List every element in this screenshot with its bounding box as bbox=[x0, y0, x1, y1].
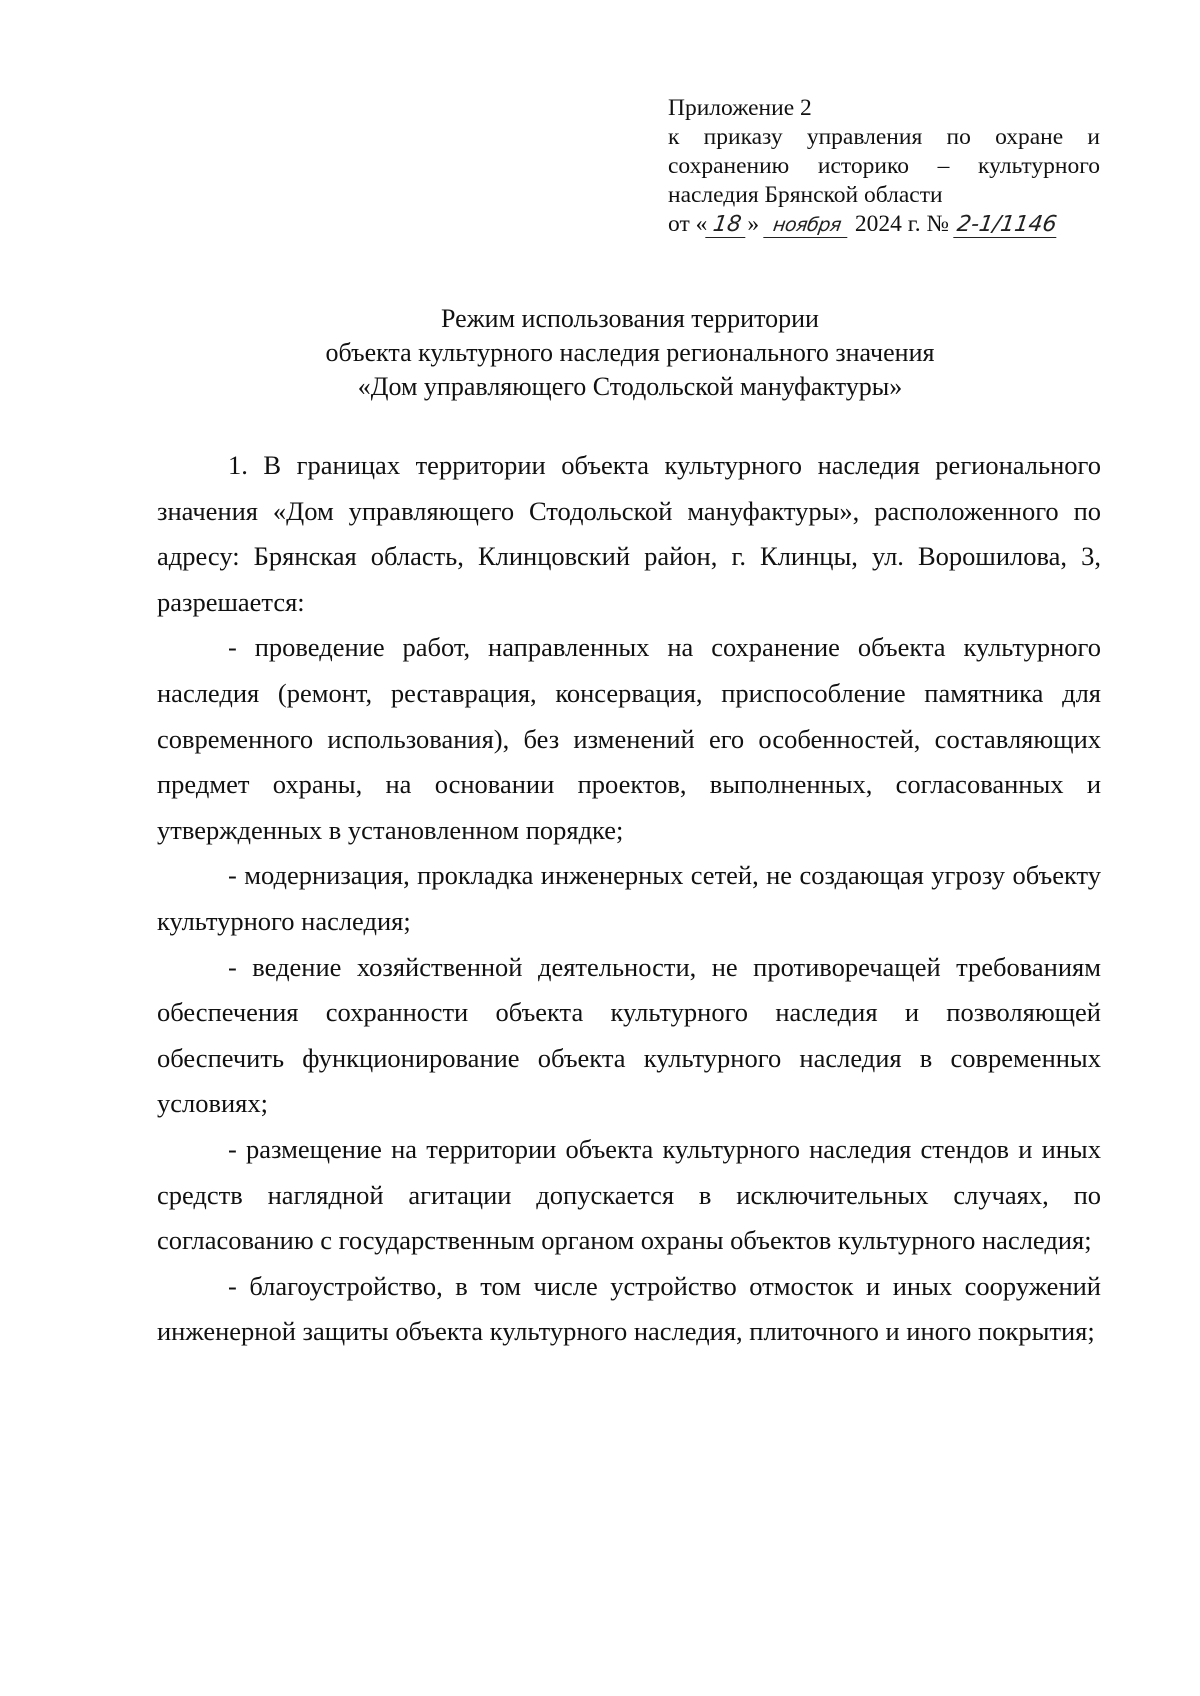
handwritten-order-number: 2-1/1146 bbox=[953, 213, 1060, 238]
document-title bbox=[150, 302, 1110, 404]
appendix-line-1: к приказу управления по охране и bbox=[668, 124, 1100, 150]
handwritten-day: 18 bbox=[706, 213, 750, 238]
paragraph: - проведение работ, направленных на сохранение объекта культурного наследия (ремонт, реставрация, консервация, приспособление памятника для современного использования), без изменений его особенностей, составляющих предмет охраны, на основании проектов, выполненных, согласованных и утвержденных в установленном порядке; bbox=[157, 632, 1101, 845]
paragraph: - модернизация, прокладка инженерных сетей, не создающая угрозу объекту культурного наследия; bbox=[157, 860, 1101, 936]
paragraph: - благоустройство, в том числе устройство отмосток и иных сооружений инженерной защиты объекта культурного наследия, плиточного и иного покрытия; bbox=[157, 1270, 1101, 1347]
handwritten-month: ноября bbox=[763, 213, 851, 238]
appendix-date-line bbox=[668, 210, 1100, 239]
date-prefix: от « bbox=[668, 211, 708, 237]
appendix-line-2: сохранению историко – культурного bbox=[668, 153, 1100, 179]
date-year: 2024 г. № bbox=[848, 211, 955, 237]
date-mid: » bbox=[747, 211, 765, 237]
title-line-2: объекта культурного наследия регионального значения bbox=[325, 338, 935, 367]
paragraph: - ведение хозяйственной деятельности, не противоречащей требованиям обеспечения сохранности объекта культурного наследия и позволяющей обеспечить функционирование объекта культурного наследия в современных условиях; bbox=[157, 951, 1101, 1119]
document-body bbox=[157, 443, 1101, 1355]
title-line-1: Режим использования территории bbox=[441, 304, 819, 333]
paragraph: 1. В границах территории объекта культурного наследия регионального значения «Дом управляющего Стодольской мануфактуры», расположенного по адресу: Брянская область, Клинцовский район, г. Клинцы, ул. Ворошилова, 3, разрешается: bbox=[157, 450, 1101, 617]
appendix-header bbox=[668, 94, 1100, 239]
appendix-label: Приложение 2 bbox=[668, 95, 812, 121]
paragraph: - размещение на территории объекта культурного наследия стендов и иных средств наглядной агитации допускается в исключительных случаях, по согласованию с государственным органом охраны объектов культурного наследия; bbox=[157, 1133, 1101, 1256]
appendix-line-3: наследия Брянской области bbox=[668, 182, 943, 208]
title-line-3: «Дом управляющего Стодольской мануфактуры» bbox=[357, 372, 903, 401]
